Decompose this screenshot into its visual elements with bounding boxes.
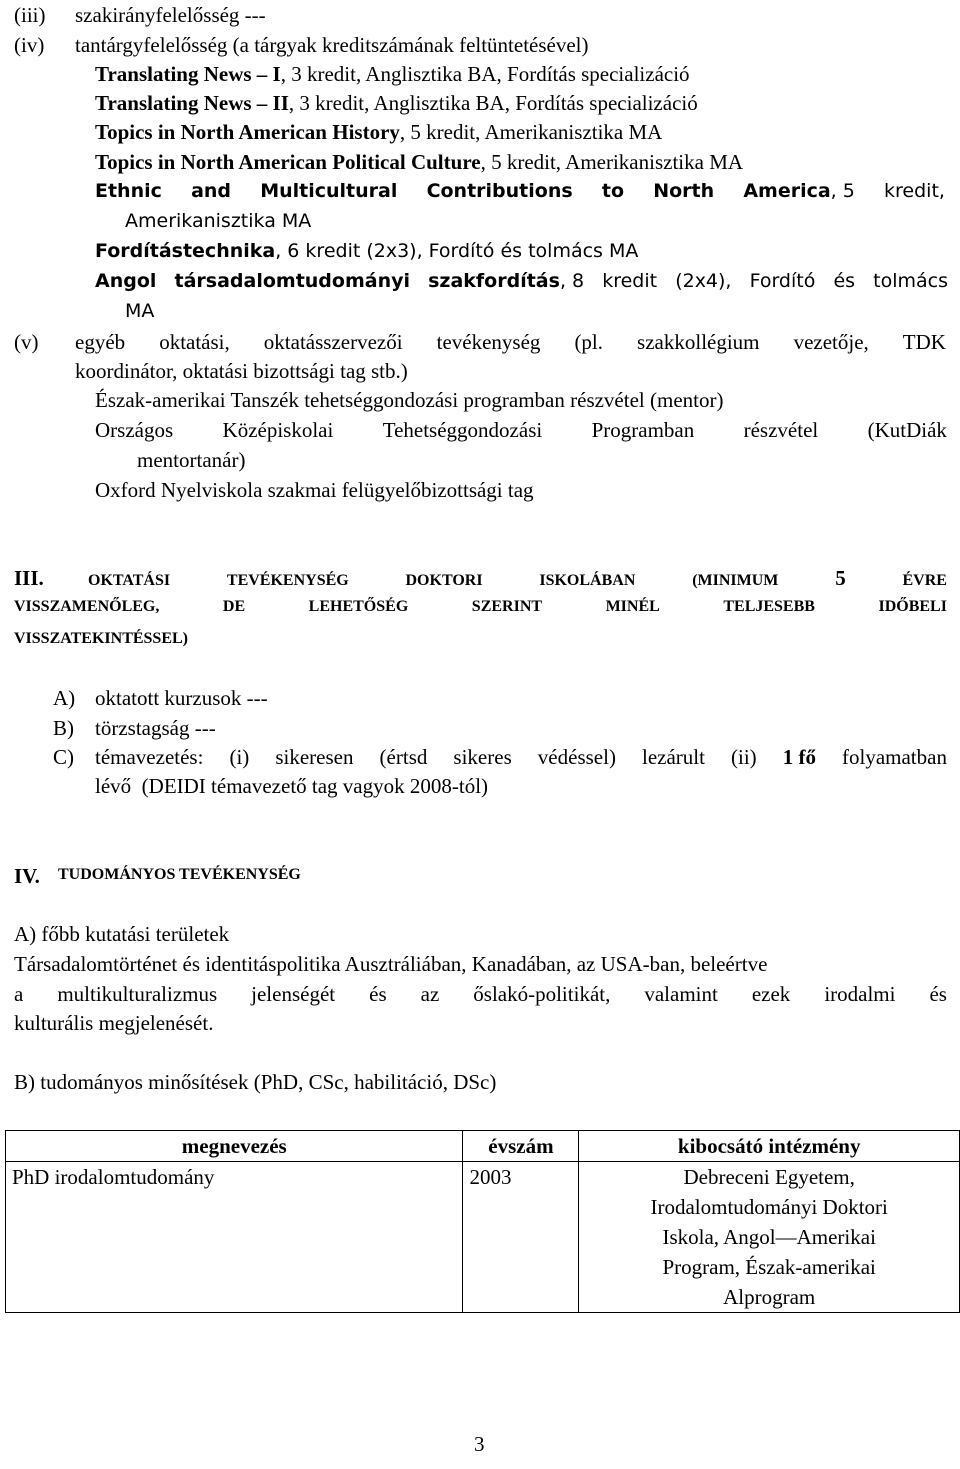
header-name: megnevezés (6, 1131, 463, 1162)
course-item: Topics in North American Political Culture, 5 kredit, Amerikanisztika MA (95, 150, 744, 174)
supervision-line2: lévő (DEIDI témavezető tag vagyok 2008-tól) (95, 774, 489, 798)
course-item: Topics in North American History, 5 kredit, Amerikanisztika MA (95, 120, 663, 144)
course-angol-line1: Angol társadalomtudományi szakfordítás, 8 kredit (2x4), Fordító és tolmács (95, 270, 948, 292)
cell-degree-name: PhD irodalomtudomány (6, 1162, 463, 1313)
item-iv-text: tantárgyfelelősség (a tárgyak kreditszámának feltüntetésével) (75, 33, 589, 57)
supervision-line1: témavezetés: (i) sikeresen (értsd sikeres védéssel) lezárult (ii) 1 fő folyamatban (95, 745, 947, 769)
item-text: törzstagság --- (95, 716, 216, 740)
item-v-line1: egyéb oktatási, oktatásszervezői tevékenység (pl. szakkollégium vezetője, TDK (75, 330, 946, 354)
cell-year: 2003 (463, 1162, 579, 1313)
research-text-line2: a multikulturalizmus jelenségét és az őslakó-politikát, valamint ezek irodalmi és (14, 982, 947, 1006)
activity-entry: Országos Középiskolai Tehetséggondozási Programban részvétel (KutDiák (95, 418, 947, 442)
section-iv-title: TUDOMÁNYOS TEVÉKENYSÉG (58, 866, 301, 883)
item-v-number: (v) (14, 330, 39, 354)
table-row (6, 1162, 960, 1313)
course-item: Translating News – II, 3 kredit, Anglisztika BA, Fordítás specializáció (95, 91, 698, 115)
page-number: 3 (474, 1432, 485, 1456)
course-angol-line2: MA (125, 300, 155, 322)
header-year: évszám (463, 1131, 579, 1162)
activity-entry: Észak-amerikai Tanszék tehetséggondozási programban részvétel (mentor) (95, 388, 724, 412)
table-header-row (6, 1131, 960, 1162)
course-ethnic-line1: Ethnic and Multicultural Contributions to North America, 5 kredit, (95, 180, 945, 202)
research-text-line3: kulturális megjelenését. (14, 1011, 214, 1035)
section-iii-title-line1: OKTATÁSI TEVÉKENYSÉG DOKTORI ISKOLÁBAN (MINIMUM 5 ÉVRE (88, 566, 947, 590)
item-label: C) (53, 745, 74, 769)
item-iii-number: (iii) (14, 3, 46, 27)
degrees-heading: B) tudományos minősítések (PhD, CSc, habilitáció, DSc) (14, 1070, 497, 1094)
section-iii-title-line3: VISSZATEKINTÉSSEL) (14, 630, 188, 647)
activity-entry-cont: mentortanár) (137, 448, 246, 472)
research-text-line1: Társadalomtörténet és identitáspolitika Ausztráliában, Kanadában, az USA-ban, beleértve (14, 952, 768, 976)
item-iv-number: (iv) (14, 33, 45, 57)
course-item: Translating News – I, 3 kredit, Anglisztika BA, Fordítás specializáció (95, 62, 690, 86)
section-iii-roman: III. (14, 566, 44, 590)
item-label: B) (53, 716, 74, 740)
item-iii-text: szakirányfelelősség --- (75, 3, 266, 27)
item-v-line2: koordinátor, oktatási bizottsági tag stb.) (75, 359, 408, 383)
section-iii-title-line2: VISSZAMENŐLEG, DE LEHETŐSÉG SZERINT MINÉL TELJESEBB IDŐBELI (14, 598, 947, 615)
course-ethnic-line2: Amerikanisztika MA (125, 210, 312, 232)
course-fordtech: Fordítástechnika, 6 kredit (2x3), Fordító és tolmács MA (95, 240, 639, 262)
activity-entry: Oxford Nyelviskola szakmai felügyelőbizottsági tag (95, 478, 534, 502)
research-heading: A) főbb kutatási területek (14, 922, 230, 946)
section-iv-roman: IV. (14, 864, 40, 888)
degrees-table (5, 1130, 960, 1313)
cell-institution: Debreceni Egyetem, Irodalomtudományi Doktori Iskola, Angol—Amerikai Program, Észak-amerikai Alprogram (579, 1162, 960, 1313)
item-label: A) (53, 686, 76, 710)
header-institution: kibocsátó intézmény (579, 1131, 960, 1162)
item-text: oktatott kurzusok --- (95, 686, 268, 710)
